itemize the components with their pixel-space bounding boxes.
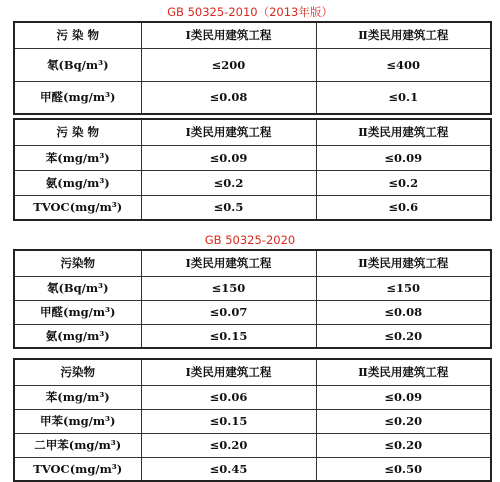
pollutant-name: 氨(mg/m³) (14, 170, 141, 195)
pollutant-name: 甲苯(mg/m³) (14, 409, 141, 433)
pollutant-name: 甲醛(mg/m³) (14, 300, 141, 324)
class2-limit: ≤0.09 (316, 145, 491, 170)
class2-limit: ≤0.1 (316, 81, 491, 114)
header-pollutant: 污染物 (14, 250, 141, 276)
header-class2: Ⅱ类民用建筑工程 (316, 250, 491, 276)
pollutant-name: 氡(Bq/m³) (14, 48, 141, 81)
table-row (14, 385, 491, 409)
class1-limit: ≤0.20 (141, 433, 316, 457)
pollutant-name: 氨(mg/m³) (14, 324, 141, 348)
table-row (14, 409, 491, 433)
header-class1: Ⅰ类民用建筑工程 (141, 22, 316, 48)
standard-title-2020: GB 50325-2020 (204, 233, 296, 247)
class1-limit: ≤0.06 (141, 385, 316, 409)
pollutant-name: 甲醛(mg/m³) (14, 81, 141, 114)
header-class1: Ⅰ类民用建筑工程 (141, 250, 316, 276)
class1-limit: ≤0.15 (141, 409, 316, 433)
header-pollutant: 污 染 物 (14, 119, 141, 145)
header-class2: Ⅱ类民用建筑工程 (316, 359, 491, 385)
class1-limit: ≤150 (141, 276, 316, 300)
class2-limit: ≤400 (316, 48, 491, 81)
table-2010-radon-formaldehyde (13, 21, 492, 115)
class1-limit: ≤0.07 (141, 300, 316, 324)
class1-limit: ≤0.2 (141, 170, 316, 195)
class1-limit: ≤0.45 (141, 457, 316, 481)
class2-limit: ≤0.08 (316, 300, 491, 324)
class2-limit: ≤0.6 (316, 195, 491, 220)
header-pollutant: 污染物 (14, 359, 141, 385)
header-class2: Ⅱ类民用建筑工程 (316, 22, 491, 48)
class2-limit: ≤0.09 (316, 385, 491, 409)
class2-limit: ≤0.20 (316, 324, 491, 348)
header-class2: Ⅱ类民用建筑工程 (316, 119, 491, 145)
table-row (14, 48, 491, 81)
table-row (14, 324, 491, 348)
table-2020-benzene-toluene-xylene-tvoc (13, 358, 492, 482)
standard-title-2010: GB 50325-2010（2013年版） (167, 5, 333, 19)
header-pollutant: 污 染 物 (14, 22, 141, 48)
table-row (14, 457, 491, 481)
class1-limit: ≤0.08 (141, 81, 316, 114)
pollutant-name: 苯(mg/m³) (14, 145, 141, 170)
class1-limit: ≤0.5 (141, 195, 316, 220)
table-2020-radon-formaldehyde-ammonia (13, 249, 492, 349)
class1-limit: ≤0.15 (141, 324, 316, 348)
table-row (14, 433, 491, 457)
pollutant-name: 苯(mg/m³) (14, 385, 141, 409)
header-class1: Ⅰ类民用建筑工程 (141, 359, 316, 385)
class2-limit: ≤150 (316, 276, 491, 300)
table-row (14, 81, 491, 114)
table-row (14, 300, 491, 324)
class1-limit: ≤0.09 (141, 145, 316, 170)
class2-limit: ≤0.20 (316, 433, 491, 457)
header-class1: Ⅰ类民用建筑工程 (141, 119, 316, 145)
class2-limit: ≤0.50 (316, 457, 491, 481)
class1-limit: ≤200 (141, 48, 316, 81)
pollutant-name: TVOC(mg/m³) (14, 457, 141, 481)
pollutant-name: 二甲苯(mg/m³) (14, 433, 141, 457)
table-2010-benzene-ammonia-tvoc (13, 118, 492, 221)
table-row (14, 170, 491, 195)
table-row (14, 195, 491, 220)
table-row (14, 145, 491, 170)
pollutant-name: TVOC(mg/m³) (14, 195, 141, 220)
table-row (14, 276, 491, 300)
pollutant-name: 氡(Bq/m³) (14, 276, 141, 300)
class2-limit: ≤0.20 (316, 409, 491, 433)
class2-limit: ≤0.2 (316, 170, 491, 195)
